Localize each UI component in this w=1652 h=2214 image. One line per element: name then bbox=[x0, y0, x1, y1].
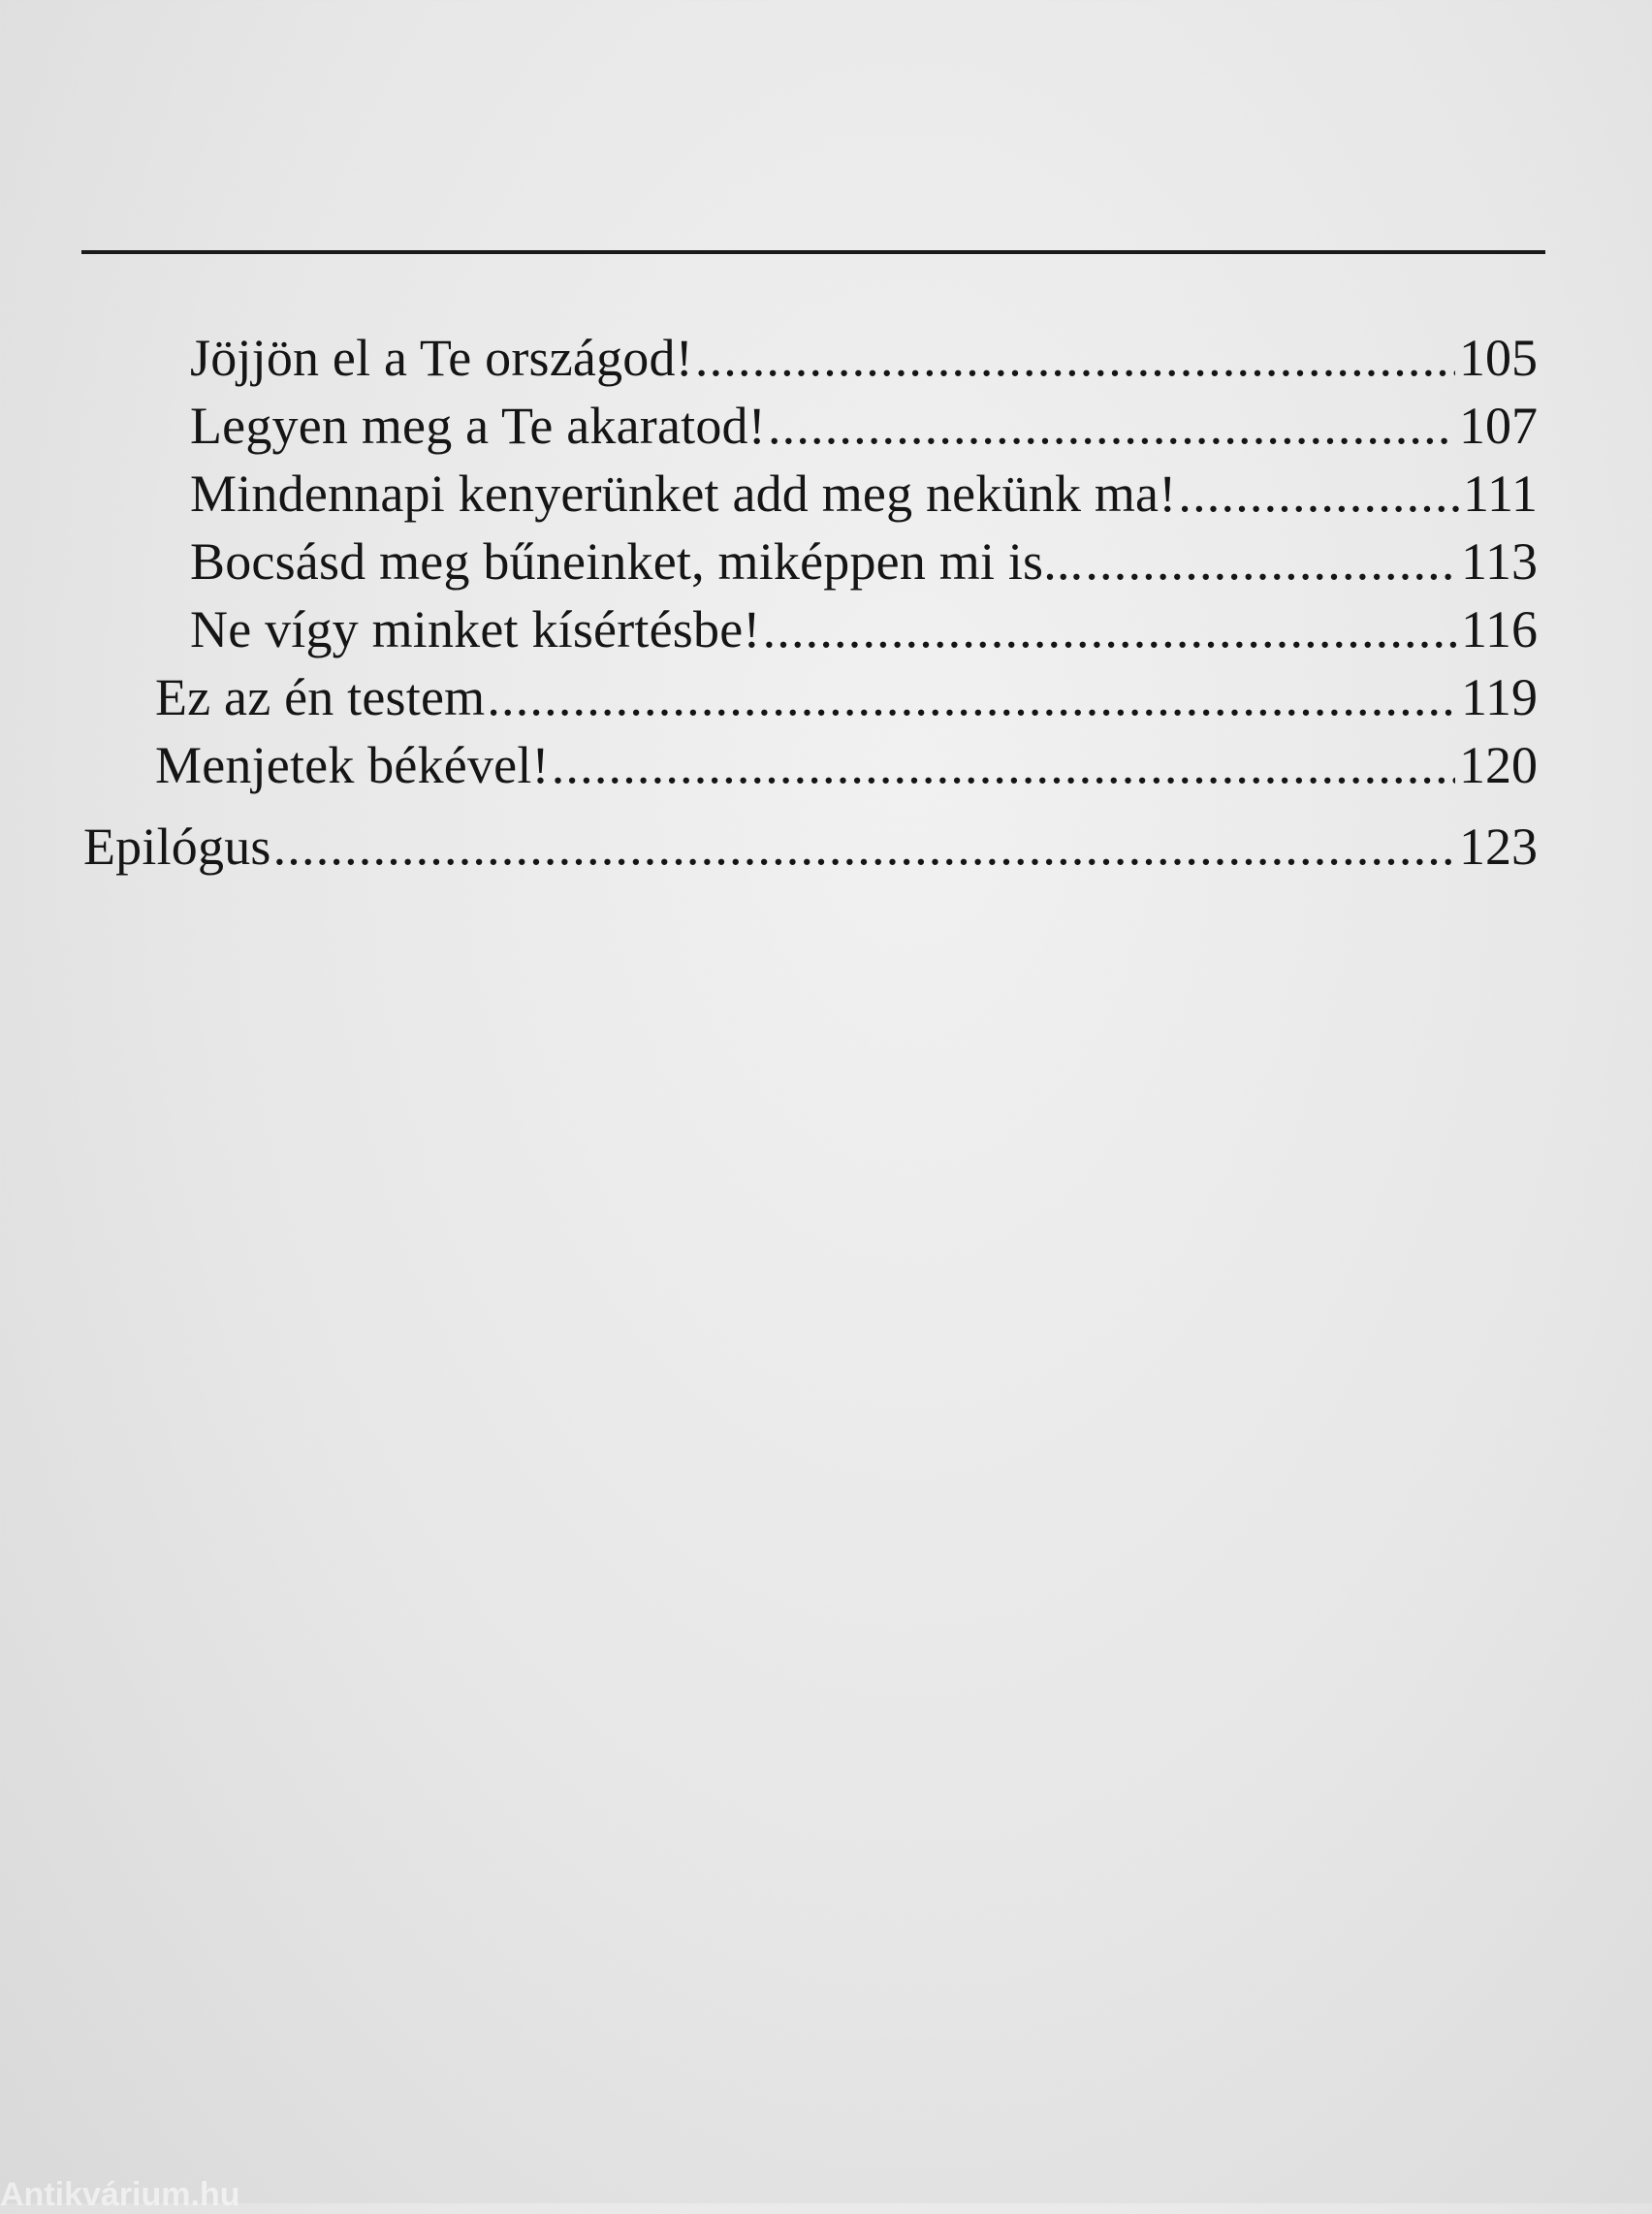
toc-dot-leader bbox=[1178, 462, 1459, 526]
site-watermark: Antikvárium.hu bbox=[0, 2176, 240, 2213]
toc-entry bbox=[190, 462, 1538, 526]
toc-entry-title: Ne vígy minket kísértésbe! bbox=[190, 600, 761, 658]
toc-entry-page: 120 bbox=[1459, 736, 1538, 794]
toc-entry-title: Epilógus bbox=[83, 818, 271, 876]
toc-entry-title: Jöjjön el a Te országod! bbox=[190, 329, 693, 387]
toc-entry bbox=[190, 529, 1538, 594]
toc-dot-leader bbox=[273, 815, 1455, 879]
toc-entry bbox=[190, 394, 1538, 458]
toc-entry-page: 105 bbox=[1459, 329, 1538, 387]
header-rule bbox=[81, 250, 1545, 254]
toc-entry-title: Mindennapi kenyerünket add meg nekünk ma! bbox=[190, 465, 1177, 523]
toc-entry bbox=[155, 665, 1538, 729]
toc-dot-leader bbox=[487, 665, 1457, 729]
toc-entry bbox=[190, 597, 1538, 661]
toc-entry-title: Menjetek békével! bbox=[155, 736, 550, 794]
toc-entry bbox=[83, 815, 1538, 879]
toc-entry-title: Ez az én testem bbox=[155, 668, 486, 726]
toc-entry bbox=[190, 326, 1538, 390]
toc-entry-page: 123 bbox=[1459, 818, 1538, 876]
toc-entry-page: 119 bbox=[1461, 668, 1538, 726]
toc-entry-page: 111 bbox=[1463, 465, 1538, 523]
toc-dot-leader bbox=[1085, 529, 1457, 594]
toc-entry-title: Bocsásd meg bűneinket, miképpen mi is... bbox=[190, 532, 1084, 591]
toc-dot-leader bbox=[763, 597, 1457, 661]
toc-entry-page: 107 bbox=[1459, 397, 1538, 455]
toc-entry-title: Legyen meg a Te akaratod! bbox=[190, 397, 766, 455]
toc-entry bbox=[155, 733, 1538, 797]
toc-dot-leader bbox=[768, 394, 1455, 458]
toc-entry-page: 113 bbox=[1461, 532, 1538, 591]
toc-dot-leader bbox=[552, 733, 1455, 797]
toc-dot-leader bbox=[695, 326, 1455, 390]
toc-entry-page: 116 bbox=[1461, 600, 1538, 658]
